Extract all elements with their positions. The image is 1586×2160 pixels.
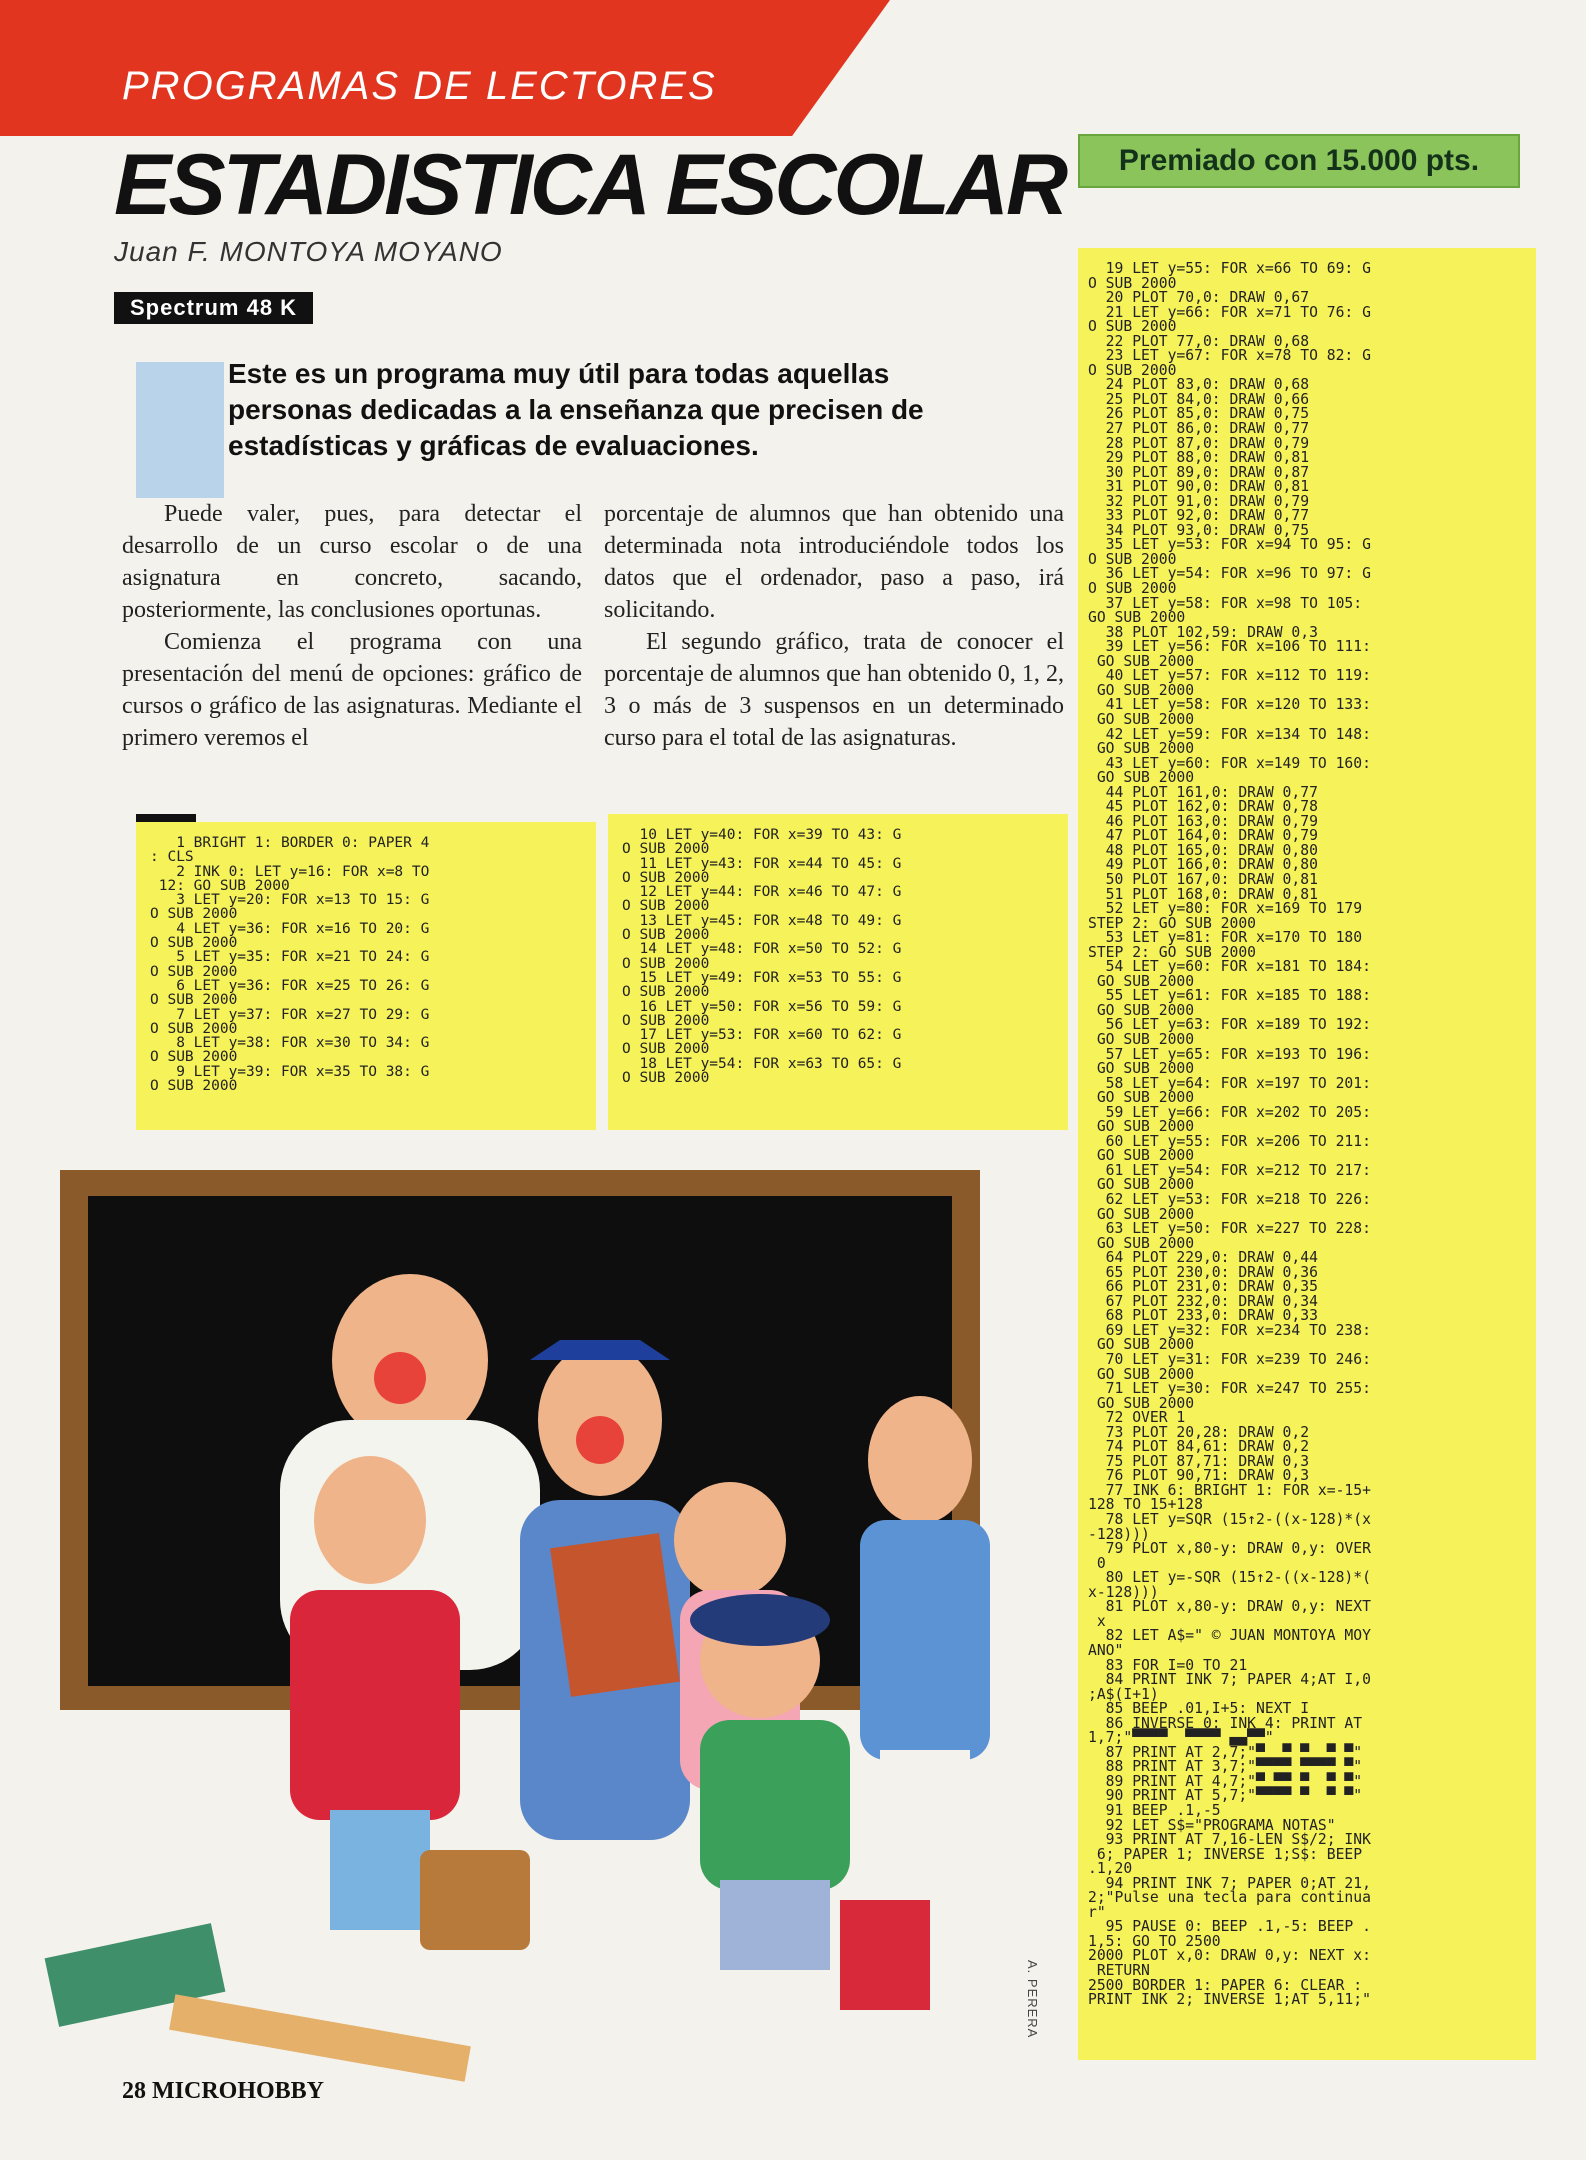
article-title: ESTADISTICA ESCOLAR [114, 137, 1066, 233]
blue-shirt [860, 1520, 990, 1760]
body-paragraph: El segundo gráfico, trata de conocer el porcentaje de alumnos que han obtenido 0, 1, 2, 3 o más de 3 suspensos en un determinado curso para el total de las asignaturas. [604, 629, 1064, 751]
classroom-illustration [40, 1160, 1060, 2100]
red-book [840, 1900, 930, 2010]
school-bag [420, 1850, 530, 1950]
body-paragraph: Comienza el programa con una presentación del menú de opciones: gráfico de cursos o gráfico de las asignaturas. Mediante el primero veremos el [122, 629, 582, 751]
shorts [330, 1810, 430, 1930]
green-shirt [700, 1720, 850, 1890]
white-pants [880, 1750, 970, 1870]
cap [690, 1594, 830, 1646]
nose [576, 1416, 624, 1464]
section-label: PROGRAMAS DE LECTORES [122, 64, 717, 108]
article-author: Juan F. MONTOYA MOYANO [114, 236, 503, 267]
platform-badge: Spectrum 48 K [114, 292, 313, 324]
body-paragraph: Puede valer, pues, para detectar el desarrollo de un curso escolar o de una asignatura en concreto, sacando, posteriormente, las conclusiones oportunas. [122, 501, 582, 623]
girl-head [674, 1482, 786, 1598]
right-boy-head [868, 1396, 972, 1524]
page-footer: 28 MICROHOBBY [122, 2078, 325, 2104]
code-listing-2: 10 LET y=40: FOR x=39 TO 43: G O SUB 2000 11 LET y=43: FOR x=44 TO 45: G O SUB 2000 12 LET y=44: FOR x=46 TO 47: G O SUB 2000 13 LET y=45: FOR x=48 TO 49: G O SUB 2000 14 LET y=48: FOR x=50 TO 52: G O SUB 2000 15 LET y=49: FOR x=53 TO 55: G O SUB 2000 16 LET y=50: FOR x=56 TO 59: G O SUB 2000 17 LET y=53: FOR x=60 TO 62: G O SUB 2000 18 LET y=54: FOR x=63 TO 65: G O SUB 2000 [608, 814, 1068, 1130]
drop-cap-block [136, 362, 224, 498]
code-listing-1: 1 BRIGHT 1: BORDER 0: PAPER 4 : CLS 2 INK 0: LET y=16: FOR x=8 TO 12: GO SUB 2000 3 LET y=20: FOR x=13 TO 15: G O SUB 2000 4 LET y=36: FOR x=16 TO 20: G O SUB 2000 5 LET y=35: FOR x=21 TO 24: G O SUB 2000 6 LET y=36: FOR x=25 TO 26: G O SUB 2000 7 LET y=37: FOR x=27 TO 29: G O SUB 2000 8 LET y=38: FOR x=30 TO 34: G O SUB 2000 9 LET y=39: FOR x=35 TO 38: G O SUB 2000 [136, 822, 596, 1130]
illustration-credit: A. PERERA [1025, 1960, 1040, 2039]
body-paragraph: porcentaje de alumnos que han obtenido una determinada nota introduciéndole todos los datos que el ordenador, paso a paso, irá solicitando. [604, 501, 1064, 623]
body-column-2 [604, 498, 1064, 754]
shorts [720, 1880, 830, 1970]
glasses-boy-head [314, 1456, 426, 1584]
ruler [169, 1994, 471, 2082]
prize-badge: Premiado con 15.000 pts. [1078, 134, 1520, 188]
folder [550, 1533, 680, 1697]
body-column-1 [122, 498, 582, 754]
lead-paragraph: Este es un programa muy útil para todas aquellas personas dedicadas a la enseñanza que precisen de estadísticas y gráficas de evaluaciones. [228, 358, 924, 461]
code-listing-3: 19 LET y=55: FOR x=66 TO 69: G O SUB 2000 20 PLOT 70,0: DRAW 0,67 21 LET y=66: FOR x=71 TO 76: G O SUB 2000 22 PLOT 77,0: DRAW 0,68 23 LET y=67: FOR x=78 TO 82: G O SUB 2000 24 PLOT 83,0: DRAW 0,68 25 PLOT 84,0: DRAW 0,66 26 PLOT 85,0: DRAW 0,75 27 PLOT 86,0: DRAW 0,77 28 PLOT 87,0: DRAW 0,79 29 PLOT 88,0: DRAW 0,81 30 PLOT 89,0: DRAW 0,87 31 PLOT 90,0: DRAW 0,81 32 PLOT 91,0: DRAW 0,79 33 PLOT 92,0: DRAW 0,77 34 PLOT 93,0: DRAW 0,75 35 LET y=53: FOR x=94 TO 95: G O SUB 2000 36 LET y=54: FOR x=96 TO 97: G O SUB 2000 37 LET y=58: FOR x=98 TO 105: GO SUB 2000 38 PLOT 102,59: DRAW 0,3 39 LET y=56: FOR x=106 TO 111: GO SUB 2000 40 LET y=57: FOR x=112 TO 119: GO SUB 2000 41 LET y=58: FOR x=120 TO 133: GO SUB 2000 42 LET y=59: FOR x=134 TO 148: GO SUB 2000 43 LET y=60: FOR x=149 TO 160: GO SUB 2000 44 PLOT 161,0: DRAW 0,77 45 PLOT 162,0: DRAW 0,78 46 PLOT 163,0: DRAW 0,79 47 PLOT 164,0: DRAW 0,79 48 PLOT 165,0: DRAW 0,80 49 PLOT 166,0: DRAW 0,80 50 PLOT 167,0: DRAW 0,81 51 PLOT 168,0: DRAW 0,81 52 LET y=80: FOR x=169 TO 179 STEP 2: GO SUB 2000 53 LET y=81: FOR x=170 TO 180 STEP 2: GO SUB 2000 54 LET y=60: FOR x=181 TO 184: GO SUB 2000 55 LET y=61: FOR x=185 TO 188: GO SUB 2000 56 LET y=63: FOR x=189 TO 192: GO SUB 2000 57 LET y=65: FOR x=193 TO 196: GO SUB 2000 58 LET y=64: FOR x=197 TO 201: GO SUB 2000 59 LET y=66: FOR x=202 TO 205: GO SUB 2000 60 LET y=55: FOR x=206 TO 211: GO SUB 2000 61 LET y=54: FOR x=212 TO 217: GO SUB 2000 62 LET y=53: FOR x=218 TO 226: GO SUB 2000 63 LET y=50: FOR x=227 TO 228: GO SUB 2000 64 PLOT 229,0: DRAW 0,44 65 PLOT 230,0: DRAW 0,36 66 PLOT 231,0: DRAW 0,35 67 PLOT 232,0: DRAW 0,34 68 PLOT 233,0: DRAW 0,33 69 LET y=32: FOR x=234 TO 238: GO SUB 2000 70 LET y=31: FOR x=239 TO 246: GO SUB 2000 71 LET y=30: FOR x=247 TO 255: GO SUB 2000 72 OVER 1 73 PLOT 20,28: DRAW 0,2 74 PLOT 84,61: DRAW 0,2 75 PLOT 87,71: DRAW 0,3 76 PLOT 90,71: DRAW 0,3 77 INK 6: BRIGHT 1: FOR x=-15+ 128 TO 15+128 78 LET y=SQR (15↑2-((x-128)*(x -128))) 79 PLOT x,80-y: DRAW 0,y: OVER 0 80 LET y=-SQR (15↑2-((x-128)*( x-128))) 81 PLOT x,80-y: DRAW 0,y: NEXT x 82 LET A$=" © JUAN MONTOYA MOY ANO" 83 FOR I=0 TO 21 84 PRINT INK 7; PAPER 4;AT I,0 ;A$(I+1) 85 BEEP .01,I+5: NEXT I 86 INVERSE 0: INK 4: PRINT AT 1,7;"▀▀▀▀ ▀▀▀▀ ▄▄▀▀" 87 PRINT AT 2,7;"▀ ▀ ▀ ▀ ▀" 88 PRINT AT 3,7;"▀▀▀▀ ▀▀▀▀ ▀" 89 PRINT AT 4,7;"▀ ▀▀ ▀ ▀ ▀" 90 PRINT AT 5,7;"▀▀▀▀ ▀ ▀ ▀" 91 BEEP .1,-5 92 LET S$="PROGRAMA NOTAS" 93 PRINT AT 7,16-LEN S$/2; INK 6; PAPER 1; INVERSE 1;S$: BEEP .1,20 94 PRINT INK 7; PAPER 0;AT 21, 2;"Pulse una tecla para continua r" 95 PAUSE 0: BEEP .1,-5: BEEP . 1,5: GO TO 2500 2000 PLOT x,0: DRAW 0,y: NEXT x: RETURN 2500 BORDER 1: PAPER 6: CLEAR : PRINT INK 2; INVERSE 1;AT 5,11;" [1078, 248, 1536, 2060]
red-cardigan [290, 1590, 460, 1820]
nose [374, 1352, 426, 1404]
